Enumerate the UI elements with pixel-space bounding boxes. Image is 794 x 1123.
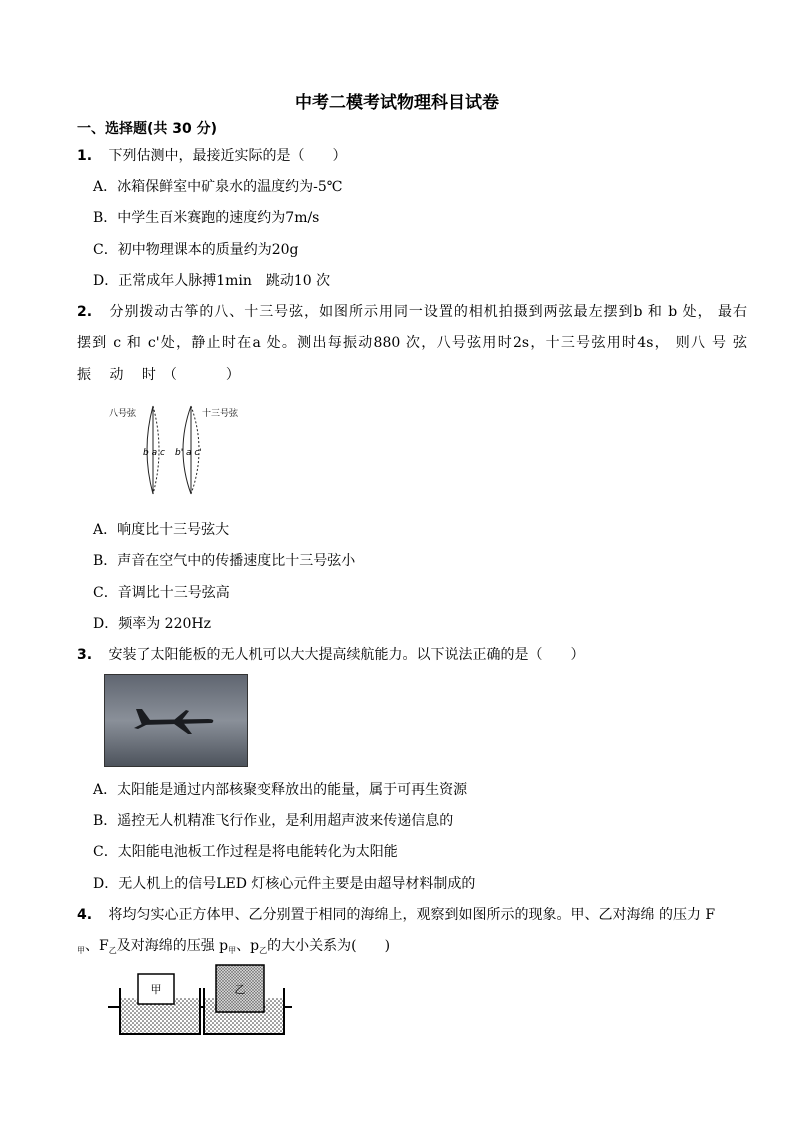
question-number: 4.: [77, 907, 93, 923]
question-text: 安装了太阳能板的无人机可以大大提高续航能力。以下说法正确的是（ ）: [108, 647, 585, 663]
q1-option-b: B．中学生百米赛跑的速度约为7m/s: [93, 210, 320, 226]
q3-option-d: D．无人机上的信号LED 灯核心元件主要是由超导材料制成的: [93, 876, 476, 892]
q2-option-a: A．响度比十三号弦大: [93, 522, 230, 538]
question-2-line-3: 振 动 时（ ）: [77, 367, 247, 383]
q1-option-d: D．正常成年人脉搏1min 跳动10 次: [93, 273, 331, 289]
q1-option-a: A．冰箱保鲜室中矿泉水的温度约为-5℃: [93, 179, 343, 195]
page-title: 中考二模考试物理科目试卷: [295, 93, 499, 113]
question-number: 2.: [77, 304, 93, 320]
sponge-pressure-figure: [108, 962, 292, 1040]
label-jia: 甲: [150, 983, 162, 996]
question-3-stem: [77, 644, 585, 664]
q3-option-c: C．太阳能电池板工作过程是将电能转化为太阳能: [93, 844, 398, 860]
string-13-points: b' a c': [175, 448, 202, 458]
question-2-line-2: 摆到 c 和 c'处，静止时在a 处。测出每振动880 次，八号弦用时2s，十三号弦用时4s， 则八 号 弦: [77, 335, 747, 351]
question-text: 将均匀实心正方体甲、乙分别置于相同的海绵上，观察到如图所示的现象。甲、乙对海绵 的压力 F: [108, 907, 716, 923]
section-heading: 一、选择题(共 30 分): [77, 121, 218, 137]
string-vibration-figure: [105, 400, 255, 500]
question-2-line-1: [77, 301, 747, 321]
drone-airplane-photo: [104, 674, 248, 767]
question-4-line-1: [77, 904, 715, 924]
q3-option-a: A．太阳能是通过内部核聚变释放出的能量，属于可再生资源: [93, 782, 468, 798]
q2-option-c: C．音调比十三号弦高: [93, 585, 230, 601]
question-number: 1.: [77, 148, 93, 164]
question-number: 3.: [77, 647, 93, 663]
label-string-13: 十三号弦: [202, 409, 239, 419]
q2-option-d: D．频率为 220Hz: [93, 616, 211, 632]
label-string-8: 八号弦: [109, 409, 137, 419]
question-text: 分别拨动古筝的八、十三号弦，如图所示用同一设置的相机拍摄到两弦最左摆到b 和 b 处， 最右: [109, 304, 747, 320]
q1-option-c: C．初中物理课本的质量约为20g: [93, 242, 299, 258]
q3-option-b: B．遥控无人机精准飞行作业，是利用超声波来传递信息的: [93, 813, 454, 829]
question-1-stem: [77, 145, 347, 165]
question-text: 下列估测中，最接近实际的是（ ）: [108, 148, 347, 164]
question-4-line-2: $_甲$、$F_乙$及对海绵的压强 $p_甲$、$p_乙$的大小关系为( ): [77, 938, 391, 955]
q2-option-b: B．声音在空气中的传播速度比十三号弦小: [93, 553, 356, 569]
label-yi: 乙: [234, 983, 246, 996]
string-8-points: b a c: [143, 448, 165, 458]
